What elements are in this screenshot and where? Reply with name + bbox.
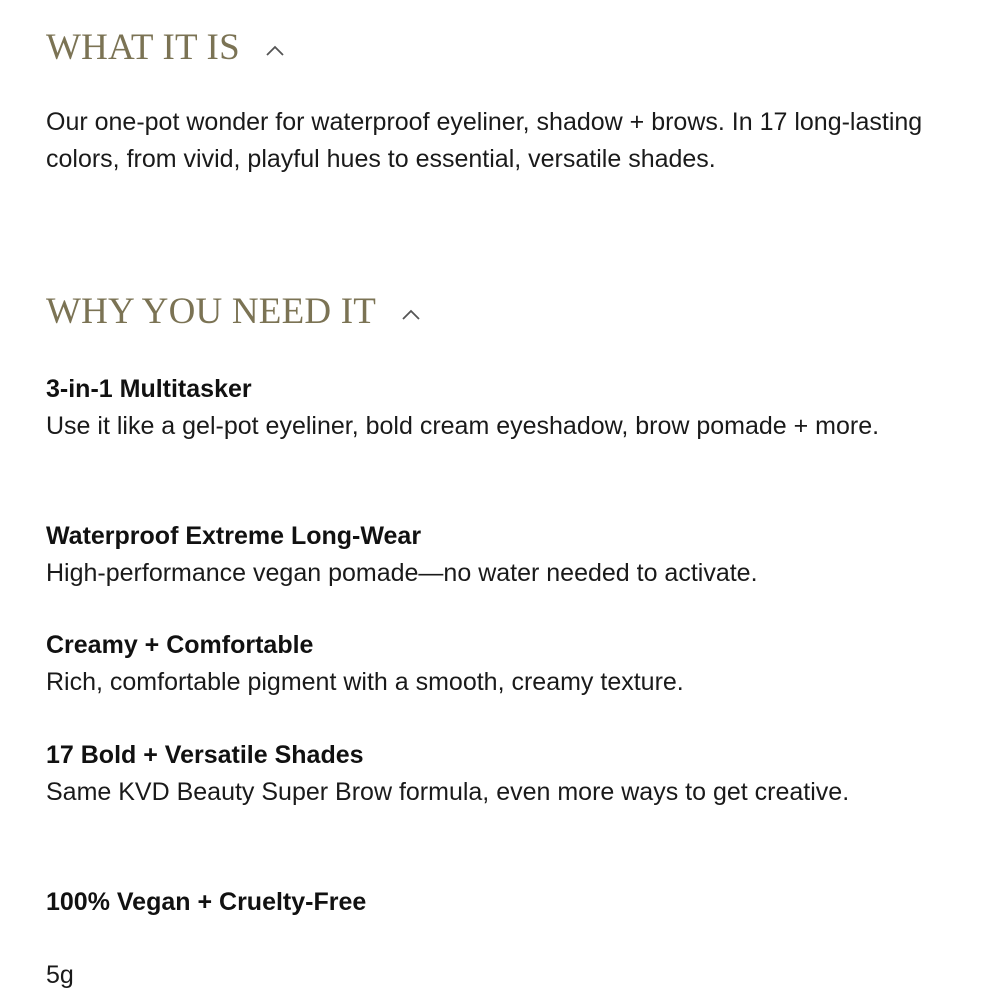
benefit-item [46,627,936,701]
why-you-need-it-toggle[interactable] [46,293,416,330]
chevron-up-icon[interactable] [266,45,280,59]
benefit-title: Creamy + Comfortable [46,631,314,659]
benefit-title: 100% Vegan + Cruelty-Free [46,888,367,916]
benefit-item [46,737,936,811]
benefit-item [46,371,936,445]
benefit-title: Waterproof Extreme Long-Wear [46,522,422,550]
benefit-item [46,518,936,592]
benefit-text: Use it like a gel-pot eyeliner, bold cream eyeshadow, brow pomade + more. [46,412,880,440]
benefit-text: Rich, comfortable pigment with a smooth, creamy texture. [46,668,684,696]
what-it-is-heading: WHAT IT IS [46,27,240,68]
benefit-title: 3-in-1 Multitasker [46,375,252,403]
benefit-text: Same KVD Beauty Super Brow formula, even more ways to get creative. [46,778,850,806]
what-it-is-description: Our one-pot wonder for waterproof eyeliner, shadow + brows. In 17 long-lasting colors, from vivid, playful hues to essential, versatile shades. [46,108,923,173]
benefit-text: High-performance vegan pomade—no water needed to activate. [46,559,758,587]
what-it-is-toggle[interactable] [46,29,280,66]
chevron-up-icon[interactable] [402,309,416,323]
benefit-item [46,884,936,921]
benefit-title: 17 Bold + Versatile Shades [46,741,364,769]
net-weight: 5g [46,961,74,989]
why-you-need-it-heading: WHY YOU NEED IT [46,291,377,332]
